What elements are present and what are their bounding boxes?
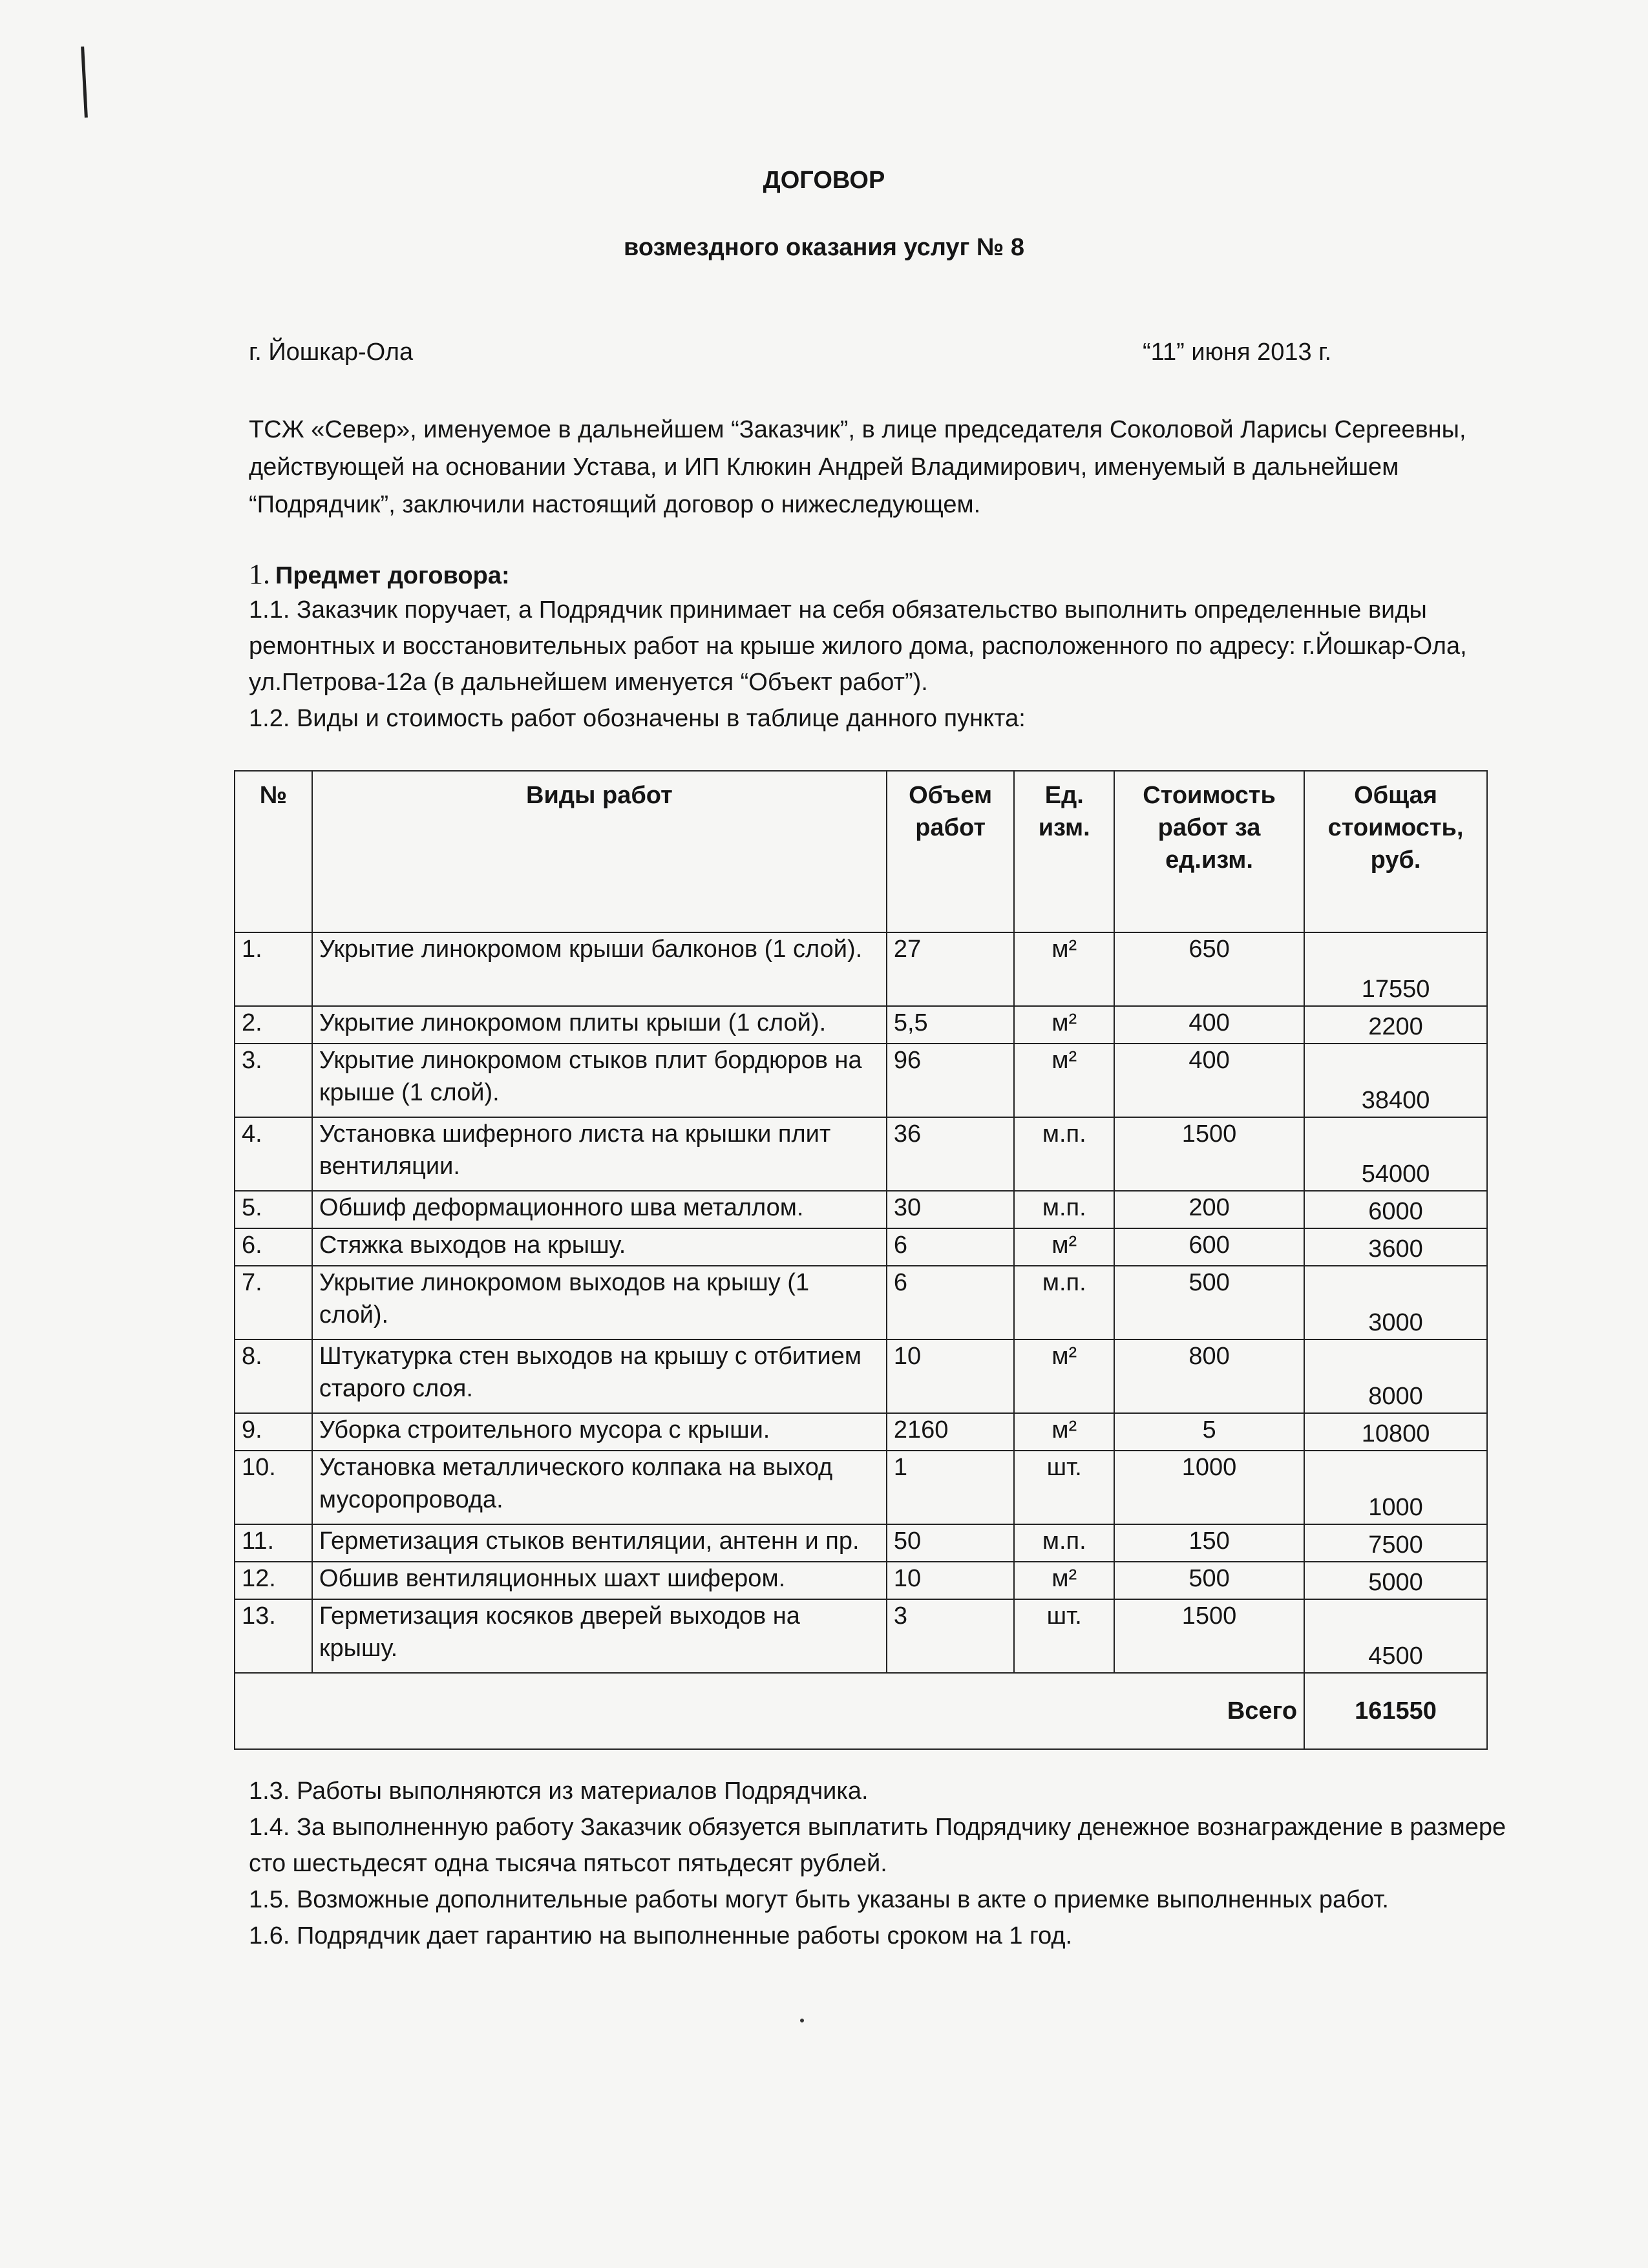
ink-dot	[800, 2019, 804, 2022]
row-work-name: Установка шиферного листа на крышки плит вентиляции.	[312, 1117, 887, 1191]
table-row	[235, 1524, 1487, 1562]
row-total: 10800	[1304, 1413, 1487, 1451]
row-total: 5000	[1304, 1562, 1487, 1599]
row-price: 200	[1114, 1191, 1304, 1228]
intro-paragraph: ТСЖ «Север», именуемое в дальнейшем “Заказчик”, в лице председателя Соколовой Ларисы Сергеевны, действующей на основании Устава, и ИП Клюкин Андрей Владимирович, именуемый в дальнейшем “Подрядчик”, заключили настоящий договор о нижеследующем.	[249, 416, 1466, 518]
row-work-name: Герметизация стыков вентиляции, антенн и пр.	[312, 1524, 887, 1562]
clause-1-6: 1.6. Подрядчик дает гарантию на выполненные работы сроком на 1 год.	[249, 1922, 1073, 1949]
header-num: №	[235, 771, 312, 932]
row-volume: 10	[887, 1562, 1015, 1599]
row-work-name: Штукатурка стен выходов на крышу с отбитием старого слоя.	[312, 1339, 887, 1413]
row-price: 1500	[1114, 1117, 1304, 1191]
header-name: Виды работ	[312, 771, 887, 932]
row-volume: 5,5	[887, 1006, 1015, 1044]
clause-1-3: 1.3. Работы выполняются из материалов Подрядчика.	[249, 1778, 869, 1805]
row-work-name: Укрытие линокромом плиты крыши (1 слой).	[312, 1006, 887, 1044]
row-price: 800	[1114, 1339, 1304, 1413]
row-number: 9.	[235, 1413, 312, 1451]
row-total: 38400	[1304, 1044, 1487, 1117]
row-price: 400	[1114, 1006, 1304, 1044]
row-total: 4500	[1304, 1599, 1487, 1673]
row-number: 3.	[235, 1044, 312, 1117]
row-work-name: Обшиф деформационного шва металлом.	[312, 1191, 887, 1228]
row-total: 1000	[1304, 1451, 1487, 1524]
row-work-name: Обшив вентиляционных шахт шифером.	[312, 1562, 887, 1599]
clause-1-1: 1.1. Заказчик поручает, а Подрядчик принимает на себя обязательство выполнить определенные виды ремонтных и восстановительных работ на крыше жилого дома, расположенного по адресу: г.Йошкар-Ола, ул.Петрова-12а (в дальнейшем именуется “Объект работ”).	[249, 596, 1467, 696]
row-price: 1000	[1114, 1451, 1304, 1524]
row-unit: шт.	[1014, 1599, 1114, 1673]
row-volume: 6	[887, 1228, 1015, 1266]
row-total: 6000	[1304, 1191, 1487, 1228]
row-unit: м²	[1014, 1339, 1114, 1413]
row-unit: шт.	[1014, 1451, 1114, 1524]
contract-city: г. Йошкар-Ола	[249, 339, 414, 366]
row-total: 3000	[1304, 1266, 1487, 1339]
table-row	[235, 1339, 1487, 1413]
row-volume: 50	[887, 1524, 1015, 1562]
row-total: 8000	[1304, 1339, 1487, 1413]
clause-1-2: 1.2. Виды и стоимость работ обозначены в таблице данного пункта:	[249, 705, 1026, 732]
row-unit: м.п.	[1014, 1117, 1114, 1191]
row-number: 1.	[235, 932, 312, 1006]
row-price: 500	[1114, 1562, 1304, 1599]
row-price: 5	[1114, 1413, 1304, 1451]
total-label: Всего	[235, 1673, 1304, 1749]
header-price: Стоимость работ за ед.изм.	[1114, 771, 1304, 932]
row-unit: м²	[1014, 1006, 1114, 1044]
table-row	[235, 1117, 1487, 1191]
row-number: 7.	[235, 1266, 312, 1339]
row-volume: 30	[887, 1191, 1015, 1228]
row-work-name: Укрытие линокромом стыков плит бордюров на крыше (1 слой).	[312, 1044, 887, 1117]
row-total: 7500	[1304, 1524, 1487, 1562]
clause-1-4: 1.4. За выполненную работу Заказчик обязуется выплатить Подрядчику денежное вознаграждение в размере сто шестьдесят одна тысяча пятьсот пятьдесят рублей.	[249, 1814, 1506, 1877]
row-unit: м²	[1014, 1044, 1114, 1117]
table-row	[235, 1413, 1487, 1451]
total-value: 161550	[1304, 1673, 1487, 1749]
clause-1-5: 1.5. Возможные дополнительные работы могут быть указаны в акте о приемке выполненных работ.	[249, 1886, 1389, 1913]
closing-clauses	[249, 1773, 1535, 1954]
row-number: 8.	[235, 1339, 312, 1413]
row-work-name: Укрытие линокромом выходов на крышу (1 слой).	[312, 1266, 887, 1339]
row-total: 2200	[1304, 1006, 1487, 1044]
row-unit: м.п.	[1014, 1191, 1114, 1228]
section-number: 1.	[249, 558, 270, 590]
row-price: 150	[1114, 1524, 1304, 1562]
document-title: ДОГОВОР	[763, 167, 885, 194]
row-volume: 96	[887, 1044, 1015, 1117]
table-row	[235, 1266, 1487, 1339]
row-unit: м²	[1014, 932, 1114, 1006]
section-heading	[249, 558, 510, 591]
row-price: 400	[1114, 1044, 1304, 1117]
table-row	[235, 1451, 1487, 1524]
row-unit: м²	[1014, 1413, 1114, 1451]
row-work-name: Стяжка выходов на крышу.	[312, 1228, 887, 1266]
table-row	[235, 1599, 1487, 1673]
table-row	[235, 1044, 1487, 1117]
row-number: 5.	[235, 1191, 312, 1228]
header-volume: Объем работ	[887, 771, 1015, 932]
row-volume: 2160	[887, 1413, 1015, 1451]
row-number: 11.	[235, 1524, 312, 1562]
table-row	[235, 1006, 1487, 1044]
table-row	[235, 1228, 1487, 1266]
row-volume: 1	[887, 1451, 1015, 1524]
pen-mark	[81, 47, 88, 118]
row-price: 600	[1114, 1228, 1304, 1266]
row-total: 54000	[1304, 1117, 1487, 1191]
row-price: 1500	[1114, 1599, 1304, 1673]
row-volume: 27	[887, 932, 1015, 1006]
row-work-name: Уборка строительного мусора с крыши.	[312, 1413, 887, 1451]
row-total: 17550	[1304, 932, 1487, 1006]
table-row	[235, 1562, 1487, 1599]
row-unit: м.п.	[1014, 1524, 1114, 1562]
row-number: 4.	[235, 1117, 312, 1191]
row-volume: 10	[887, 1339, 1015, 1413]
row-volume: 3	[887, 1599, 1015, 1673]
table-total-row	[235, 1673, 1487, 1749]
row-number: 13.	[235, 1599, 312, 1673]
row-volume: 6	[887, 1266, 1015, 1339]
row-volume: 36	[887, 1117, 1015, 1191]
document-subtitle: возмездного оказания услуг № 8	[624, 234, 1024, 261]
header-unit: Ед. изм.	[1014, 771, 1114, 932]
section-title: Предмет договора:	[275, 562, 510, 589]
row-unit: м²	[1014, 1562, 1114, 1599]
table-row	[235, 932, 1487, 1006]
contract-date: “11” июня 2013 г.	[1143, 339, 1332, 366]
table-header-row	[235, 771, 1487, 932]
row-price: 650	[1114, 932, 1304, 1006]
table-row	[235, 1191, 1487, 1228]
row-number: 12.	[235, 1562, 312, 1599]
row-number: 10.	[235, 1451, 312, 1524]
row-total: 3600	[1304, 1228, 1487, 1266]
row-number: 2.	[235, 1006, 312, 1044]
row-work-name: Герметизация косяков дверей выходов на крышу.	[312, 1599, 887, 1673]
row-work-name: Установка металлического колпака на выход мусоропровода.	[312, 1451, 887, 1524]
header-total: Общая стоимость, руб.	[1304, 771, 1487, 932]
works-table	[234, 770, 1488, 1750]
row-work-name: Укрытие линокромом крыши балконов (1 слой).	[312, 932, 887, 1006]
row-unit: м.п.	[1014, 1266, 1114, 1339]
row-number: 6.	[235, 1228, 312, 1266]
row-price: 500	[1114, 1266, 1304, 1339]
row-unit: м²	[1014, 1228, 1114, 1266]
